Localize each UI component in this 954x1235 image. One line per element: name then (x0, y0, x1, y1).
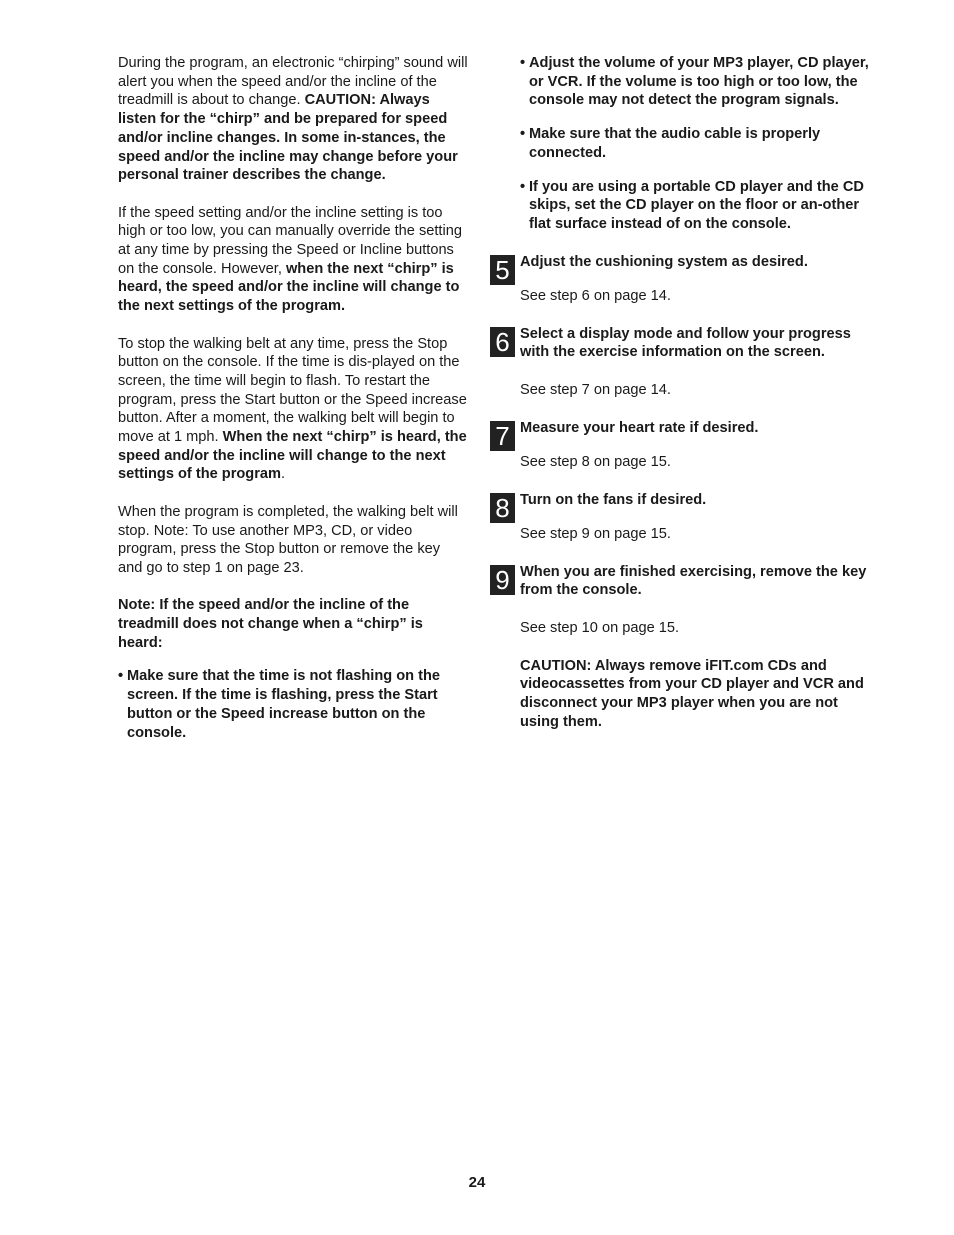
step-heading: Select a display mode and follow your progress with the exercise information on the screen. (520, 325, 851, 361)
stop-paragraph: To stop the walking belt at any time, press the Stop button on the console. If the time is dis-played on the screen, the time will begin to flash. To restart the program, press the Start button or the Speed increase button. After a moment, the walking belt will begin to move at 1 mph. When the next “chirp” is heard, the speed and/or the incline will change to the next settings of the program. (118, 335, 467, 483)
bullet-item: • Make sure that the time is not flashing on the screen. If the time is flashing, press the Start button or the Speed increase button on the console. (118, 668, 440, 741)
bullet-item: • Adjust the volume of your MP3 player, CD player, or VCR. If the volume is too high or too low, the console may not detect the program signals. (520, 55, 869, 109)
step-heading: Adjust the cushioning system as desired. (520, 253, 808, 270)
step-reference: See step 8 on page 15. (520, 454, 671, 471)
bullet-list (490, 54, 875, 234)
step-heading: Turn on the fans if desired. (520, 491, 707, 508)
step-reference: See step 10 on page 15. (520, 620, 680, 637)
bullet-icon: • (520, 126, 526, 143)
step-7 (490, 419, 875, 472)
step-heading: Measure your heart rate if desired. (520, 419, 759, 436)
step-5 (490, 253, 875, 306)
step-reference: See step 6 on page 14. (520, 288, 671, 305)
left-column (118, 54, 468, 757)
right-column (490, 54, 875, 731)
bullet-icon: • (520, 178, 526, 195)
step-6 (490, 325, 875, 400)
bullet-item: • If you are using a portable CD player and the CD skips, set the CD player on the floor or an-other flat surface instead of on the console. (520, 178, 864, 232)
chirp-paragraph: During the program, an electronic “chirping” sound will alert you when the speed and/or the incline of the treadmill is about to change. CAUTION: Always listen for the “chirp” and be prepared for speed and/or incline changes. In some in-stances, the speed and/or the incline may change before your personal trainer describes the change. (118, 55, 468, 184)
override-paragraph: If the speed setting and/or the incline setting is too high or too low, you can manually override the setting at any time by pressing the Speed or Incline buttons on the console. However, when the next “chirp” is heard, the speed and/or the incline will change to the next settings of the program. (118, 204, 462, 315)
note-heading: Note: If the speed and/or the incline of the treadmill does not change when a “chirp” is heard: (118, 597, 423, 651)
step-number-badge: 7 (490, 421, 515, 451)
bullet-item: • Make sure that the audio cable is properly connected. (520, 126, 821, 161)
step-9 (490, 563, 875, 638)
step-reference: See step 7 on page 14. (520, 382, 671, 399)
step-number-badge: 8 (490, 493, 515, 523)
completed-paragraph: When the program is completed, the walking belt will stop. Note: To use another MP3, CD, or video program, press the Stop button or remove the key and go to step 1 on page 23. (118, 503, 458, 576)
bullet-icon: • (520, 55, 526, 71)
page-number: 24 (468, 1174, 486, 1191)
step-number-badge: 5 (490, 255, 515, 285)
bullet-icon: • (118, 668, 124, 685)
caution-chirp: CAUTION: Always listen for the “chirp” and be prepared for speed and/or incline changes. In some in-stances, the speed and/or the incline may change before your personal trainer describes the change. (118, 92, 458, 184)
step-number-badge: 6 (490, 327, 515, 357)
step-8 (490, 491, 875, 544)
step-reference: See step 9 on page 15. (520, 526, 671, 543)
step-number-badge: 9 (490, 565, 515, 595)
caution-cds: CAUTION: Always remove iFIT.com CDs and videocassettes from your CD player and VCR and disconnect your MP3 player when you are not using them. (520, 657, 864, 730)
step-heading: When you are finished exercising, remove the key from the console. (520, 563, 867, 599)
